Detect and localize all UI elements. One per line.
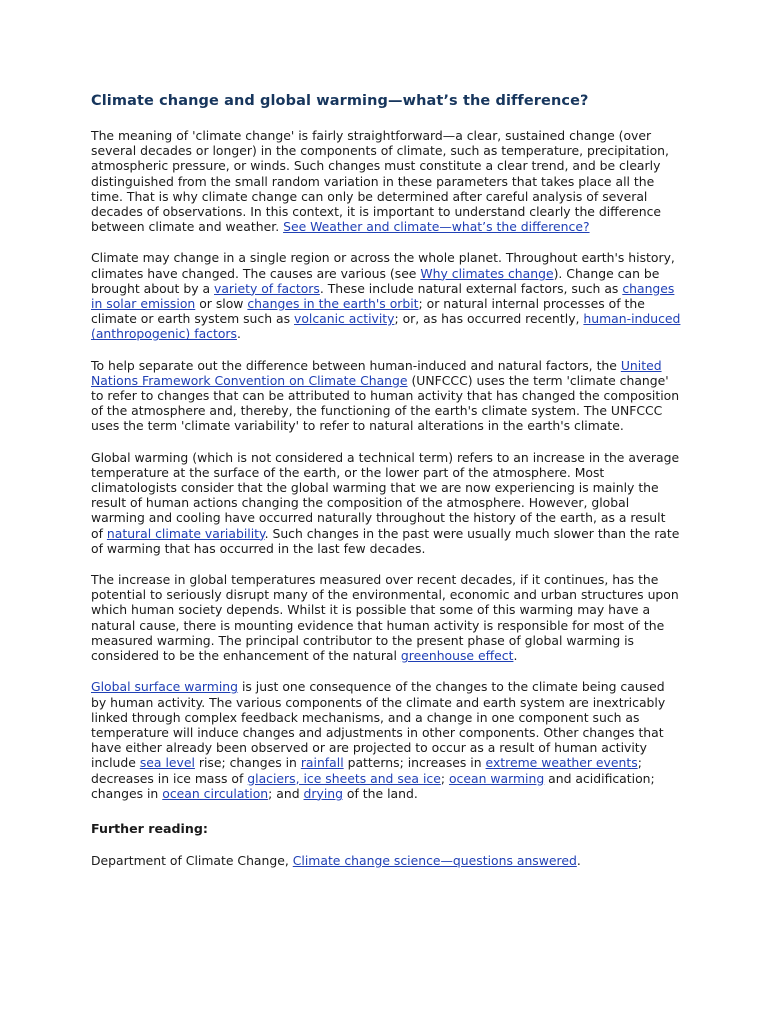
article-title: Climate change and global warming—what’s the difference? — [91, 93, 589, 109]
link-ocean-warming[interactable]: ocean warming — [448, 770, 545, 786]
paragraph-text: ; and — [268, 785, 304, 801]
link-sea-level[interactable]: sea level — [139, 755, 195, 771]
link-variety-of-factors[interactable]: variety of factors — [214, 280, 320, 296]
paragraph-text: ; or, as has occurred recently, — [394, 311, 584, 327]
paragraph-global-warming — [91, 450, 681, 556]
paragraph-text: of the land. — [342, 785, 418, 801]
paragraph-text: . — [576, 852, 581, 868]
paragraph-climate-change-meaning — [91, 128, 681, 234]
paragraph-text: or slow — [195, 296, 248, 312]
paragraph-text: . These include natural external factors, such as — [319, 280, 623, 296]
link-weather-and-climate[interactable]: See Weather and climate—what’s the difference? — [283, 219, 590, 235]
paragraph-further-reading — [91, 853, 681, 868]
paragraph-text: . — [513, 648, 518, 664]
paragraph-text: The increase in global temperatures measured over recent decades, if it continues, has the potential to seriously disrupt many of the environmental, economic and urban structures upon which human society depends. Whilst it is possible that some of this warming may have a natural cause, there is mounting evidence that human activity is responsible for most of the measured warming. The principal contributor to the present phase of global warming is considered to be the enhancement of the natural — [91, 572, 679, 664]
link-human-induced-factors[interactable]: human-induced (anthropogenic) factors — [91, 311, 681, 342]
link-natural-climate-variability[interactable]: natural climate variability — [106, 525, 265, 541]
link-changes-in-solar-emission[interactable]: changes in solar emission — [91, 280, 675, 312]
link-ocean-circulation[interactable]: ocean circulation — [162, 785, 269, 801]
paragraph-text: Department of Climate Change, — [91, 852, 293, 868]
link-why-climates-change[interactable]: Why climates change — [420, 265, 554, 281]
link-rainfall[interactable]: rainfall — [300, 755, 344, 771]
paragraph-text: The meaning of 'climate change' is fairly straightforward—a clear, sustained change (over several decades or longer) in the components of climate, such as temperature, precipitation, atmospheric pressure, or winds. Such changes must constitute a clear trend, and be clearly distinguished from the small random variation in these parameters that takes place all the time. That is why climate change can only be determined after careful analysis of several decades of observations. In this context, it is important to understand clearly the difference between climate and weather. — [91, 128, 669, 235]
paragraph-text: Climate may change in a single region or across the whole planet. Throughout earth's history, climates have changed. The causes are various (see — [91, 250, 675, 281]
further-reading-heading: Further reading: — [91, 820, 208, 836]
link-global-surface-warming[interactable]: Global surface warming — [91, 679, 239, 695]
link-climate-change-science[interactable]: Climate change science—questions answered — [292, 852, 577, 868]
paragraph-text: (UNFCCC) uses the term 'climate change' to refer to changes that can be attributed to human activity that has changed the composition of the atmosphere and, thereby, the functioning of the earth's climate system. The UNFCCC uses the term 'climate variability' to refer to natural alterations in the earth's climate. — [91, 372, 680, 434]
paragraph-text: To help separate out the difference between human-induced and natural factors, the — [91, 357, 621, 373]
paragraph-unfccc — [91, 358, 681, 434]
paragraph-text: . Such changes in the past were usually much slower than the rate of warming that has occurred in the last few decades. — [91, 525, 680, 556]
paragraph-climate-causes — [91, 250, 681, 341]
link-glaciers-ice-sheets-sea-ice[interactable]: glaciers, ice sheets and sea ice — [247, 770, 441, 786]
link-changes-in-earths-orbit[interactable]: changes in the earth's orbit — [247, 296, 419, 312]
paragraph-text: rise; changes in — [194, 755, 301, 771]
paragraph-text: ). Change can be brought about by a — [91, 265, 660, 296]
paragraph-text: is just one consequence of the changes to the climate being caused by human activity. The various components of the climate and earth system are inextricably linked through complex feedback mechanisms, and a change in one component such as temperature will induce changes and adjustments in other components. Other changes that have either already been observed or are projected to occur as a result of human activity include — [91, 679, 666, 771]
paragraph-text: ; — [440, 770, 449, 786]
link-drying[interactable]: drying — [303, 785, 343, 801]
article-body — [91, 92, 681, 884]
link-extreme-weather-events[interactable]: extreme weather events — [485, 755, 638, 771]
paragraph-text: ; decreases in ice mass of — [91, 755, 642, 786]
paragraph-text: and acidification; changes in — [91, 770, 655, 801]
link-greenhouse-effect[interactable]: greenhouse effect — [400, 648, 514, 664]
paragraph-text: ; or natural internal processes of the climate or earth system such as — [91, 296, 645, 327]
paragraph-temperature-increase — [91, 572, 681, 663]
paragraph-text: . — [236, 326, 241, 342]
paragraph-consequences — [91, 679, 681, 801]
paragraph-text: patterns; increases in — [343, 755, 486, 771]
link-volcanic-activity[interactable]: volcanic activity — [294, 311, 395, 327]
link-unfccc[interactable]: United Nations Framework Convention on Climate Change — [91, 357, 662, 388]
paragraph-text: Global warming (which is not considered a technical term) refers to an increase in the average temperature at the surface of the earth, or the lower part of the atmosphere. Most climatologists consider that the global warming that we are now experiencing is mainly the result of human actions changing the composition of the atmosphere. However, global warming and cooling have occurred naturally throughout the history of the earth, as a result of — [91, 449, 680, 541]
